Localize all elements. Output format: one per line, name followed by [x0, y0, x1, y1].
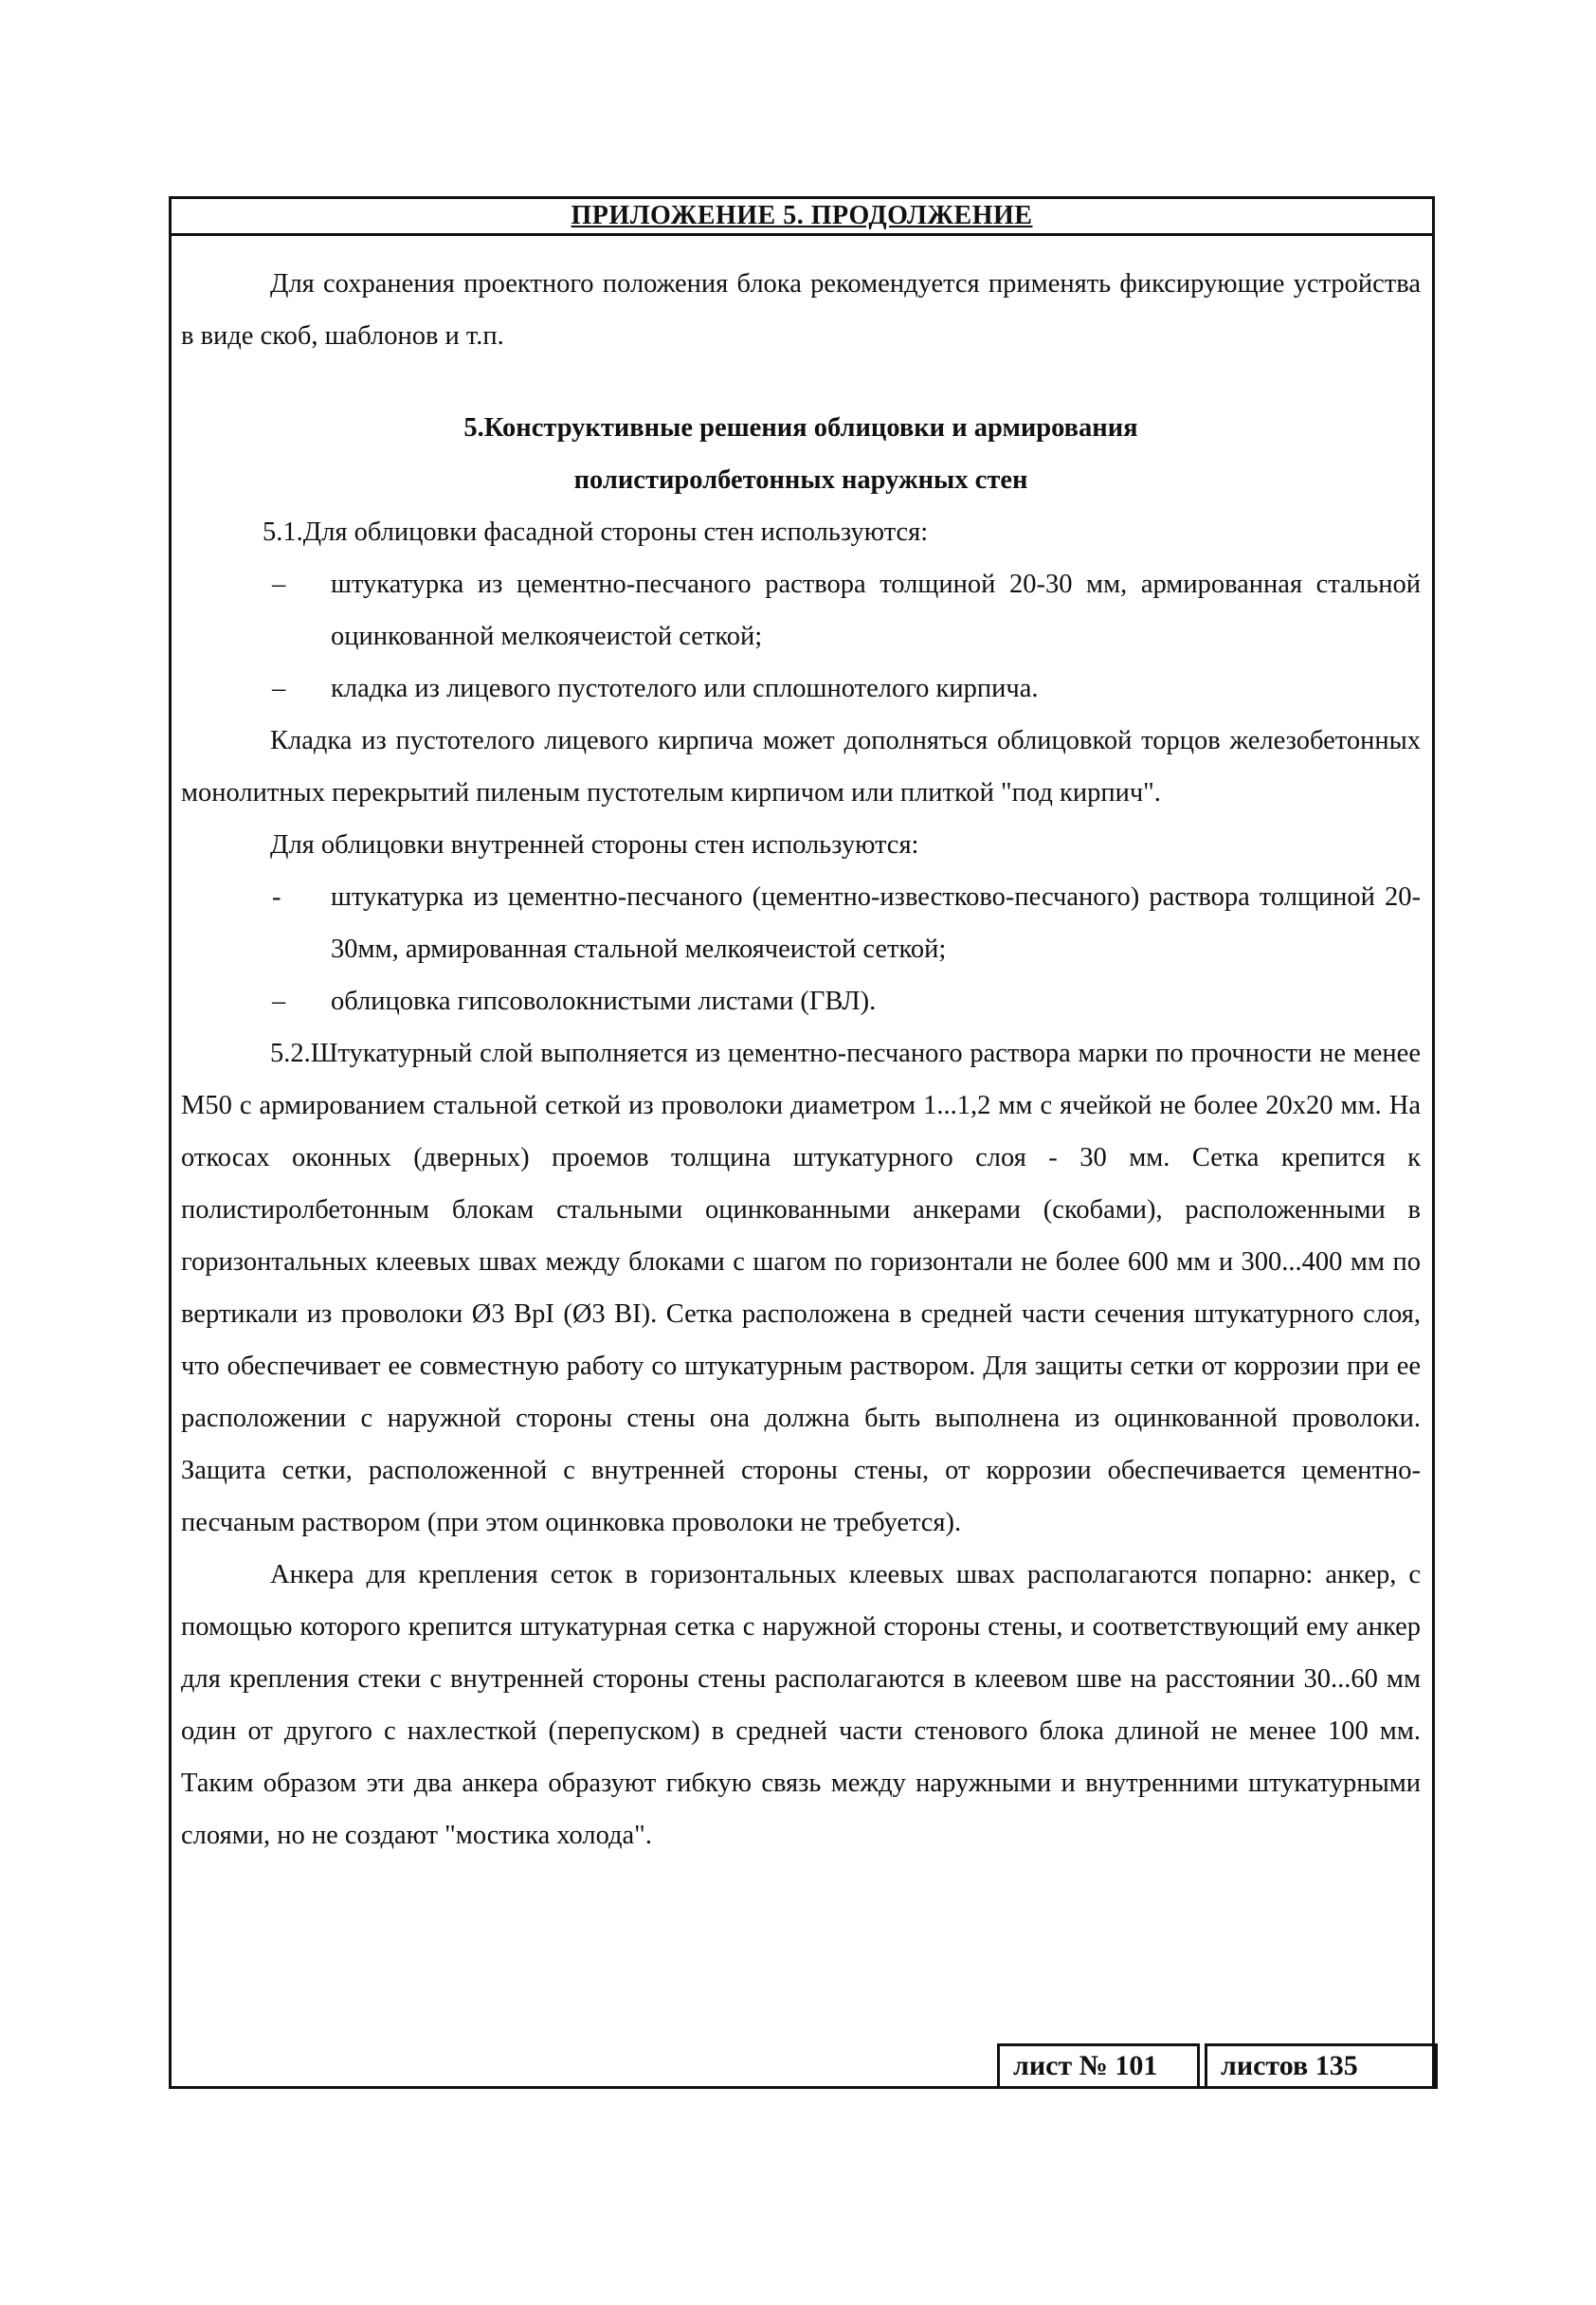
list-dash: -: [272, 882, 281, 912]
paragraph-kladka: Кладка из пустотелого лицевого кирпича может дополняться облицовкой торцов железобетонных монолитных перекрытий пиленым пустотелым кирпичом или плиткой "под кирпич".: [181, 726, 1421, 808]
page-header: [172, 199, 1432, 236]
list-item-text: облицовка гипсоволокнистыми листами (ГВЛ).: [331, 987, 877, 1016]
document-body: [181, 258, 1421, 1861]
list-item: [181, 871, 1421, 975]
list-dash: –: [272, 987, 286, 1016]
page-frame: [169, 196, 1435, 2089]
list-item: [181, 975, 1421, 1027]
list-item-text: штукатурка из цементно-песчаного (цементно-известково-песчаного) раствора толщиной 20-30мм, армированная стальной мелкоячеистой сеткой;: [331, 882, 1421, 964]
paragraph-inner-facing: Для облицовки внутренней стороны стен используются:: [270, 830, 919, 860]
header-title: ПРИЛОЖЕНИЕ 5. ПРОДОЛЖЕНИЕ: [571, 201, 1033, 230]
sheet-number: лист № 101: [1013, 2050, 1158, 2081]
paragraph-5-2: 5.2.Штукатурный слой выполняется из цементно-песчаного раствора марки по прочности не менее М50 с армированием стальной сеткой из проволоки диаметром 1...1,2 мм с ячейкой не более 20х20 мм. На откосах оконных (дверных) проемов толщина штукатурного слоя - 30 мм. Сетка крепится к полистиролбетонным блокам стальными оцинкованными анкерами (скобами), расположенными в горизонтальных клеевых швах между блоками с шагом по горизонтали не более 600 мм и 300...400 мм по вертикали из проволоки Ø3 ВрI (Ø3 ВI). Сетка расположена в средней части сечения штукатурного слоя, что обеспечивает ее совместную работу со штукатурным раствором. Для защиты сетки от коррозии при ее расположении с наружной стороны стены она должна быть выполнена из оцинкованной проволоки. Защита сетки, расположенной с внутренней стороны стены, от коррозии обеспечивается цементно-песчаным раствором (при этом оцинковка проволоки не требуется).: [181, 1039, 1421, 1537]
paragraph-5-1: 5.1.Для облицовки фасадной стороны стен используются:: [263, 517, 929, 547]
list-item: [181, 558, 1421, 662]
section-heading-line-1: 5.Конструктивные решения облицовки и армирования: [463, 413, 1138, 443]
section-heading-line-2: полистиролбетонных наружных стен: [573, 465, 1028, 495]
list-item-text: штукатурка из цементно-песчаного раствора толщиной 20-30 мм, армированная стальной оцинкованной мелкоячеистой сеткой;: [331, 570, 1421, 651]
list-item-text: кладка из лицевого пустотелого или сплошнотелого кирпича.: [331, 674, 1039, 703]
section-heading: [181, 402, 1421, 506]
list-dash: –: [272, 570, 286, 599]
total-sheets-box: [1205, 2043, 1438, 2089]
list-dash: –: [272, 674, 286, 703]
intro-paragraph: Для сохранения проектного положения блока рекомендуется применять фиксирующие устройства в виде скоб, шаблонов и т.п.: [181, 269, 1421, 351]
paragraph-anchors: Анкера для крепления сеток в горизонтальных клеевых швах располагаются попарно: анкер, с помощью которого крепится штукатурная сетка с наружной стороны стены, и соответствующий ему анкер для крепления стеки с внутренней стороны стены располагаются в клеевом шве на расстоянии 30...60 мм один от другого с нахлесткой (перепуском) в средней части стенового блока длиной не менее 100 мм. Таким образом эти два анкера образуют гибкую связь между наружными и внутренними штукатурными слоями, но не создают "мостика холода".: [181, 1560, 1421, 1850]
sheet-number-box: [997, 2043, 1200, 2089]
list-item: [181, 662, 1421, 715]
total-sheets: листов 135: [1221, 2050, 1358, 2081]
